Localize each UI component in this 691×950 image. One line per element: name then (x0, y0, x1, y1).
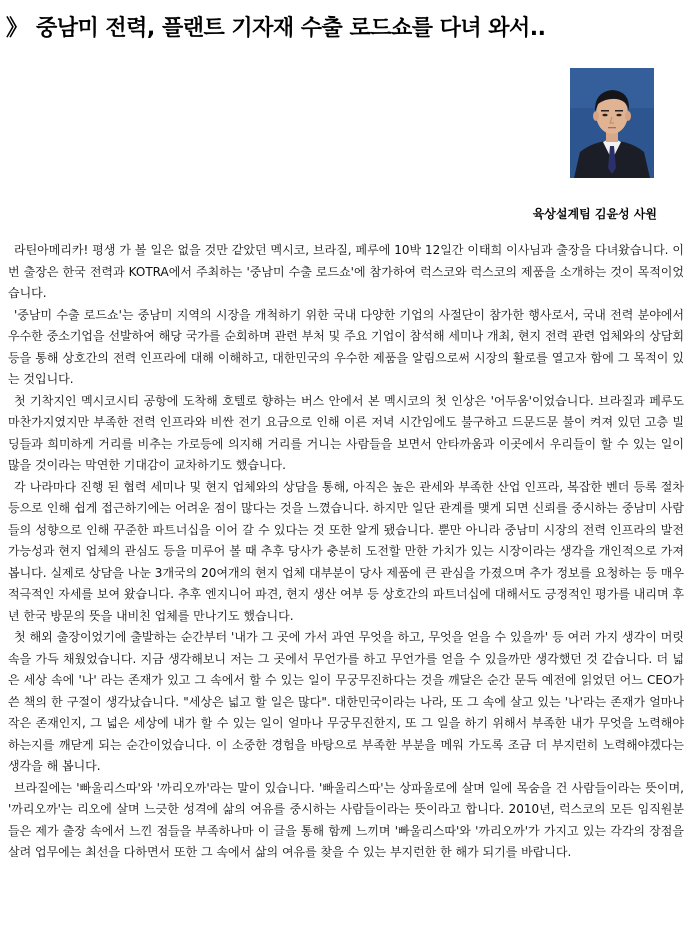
article-paragraph-5: 첫 해외 출장이었기에 출발하는 순간부터 '내가 그 곳에 가서 과연 무엇을 하고, 무엇을 얻을 수 있을까' 등 여러 가지 생각이 머릿속을 가득 채웠었습니다. 지금 생각해보니 저는 그 곳에서 무언가를 하고 무언가를 얻을 수 있을까만 생각했던 것 같습니다. 더 넓은 세상 속에 '나' 라는 존재가 있고 그 속에서 할 수 있는 일이 무궁무진하다는 것을 깨달은 순간 문득 예전에 읽었던 어느 CEO가 쓴 책의 한 구절이 생각났습니다. "세상은 넓고 할 일은 많다". 대한민국이라는 나라, 또 그 속에 살고 있는 '나'라는 존재가 얼마나 작은 존재인지, 그 넓은 세상에 내가 할 수 있는 일이 얼마나 무궁무진한지, 또 그 일을 하기 위해서 부족한 내가 무엇을 노력해야 하는지를 깨닫게 되는 순간이었습니다. 이 소중한 경험을 바탕으로 부족한 부분을 메워 가도록 조금 더 부지런히 노력해야겠다는 생각을 해 봅니다. (8, 630, 684, 773)
article-paragraph-1: 라틴아메리카! 평생 가 볼 일은 없을 것만 같았던 멕시코, 브라질, 페루에 10박 12일간 이태희 이사님과 출장을 다녀왔습니다. 이번 출장은 한국 전력과 KOTRA에서 주최하는 '중남미 수출 로드쇼'에 참가하여 럭스코와 럭스코의 제품을 소개하는 것이 목적이었습니다. (8, 243, 684, 300)
title-marker-icon: 》 (6, 15, 29, 41)
article-title: 중남미 전력, 플랜트 기자재 수출 로드쇼를 다녀 와서.. (36, 15, 546, 41)
article-paragraph-3: 첫 기착지인 멕시코시티 공항에 도착해 호텔로 향하는 버스 안에서 본 멕시코의 첫 인상은 '어두움'이었습니다. 브라질과 페루도 마찬가지였지만 부족한 전력 인프라와 비싼 전기 요금으로 인해 이른 저녁 시간임에도 불구하고 드문드문 불이 켜져 있던 고층 빌딩들과 희미하게 거리를 비추는 가로등에 의지해 거리를 거니는 사람들을 보면서 안타까움과 이곳에서 우리들이 할 수 있는 일이 많을 것이라는 막연한 기대감이 교차하기도 했습니다. (8, 393, 684, 472)
article-body (8, 240, 684, 864)
article-paragraph-2: '중남미 수출 로드쇼'는 중남미 지역의 시장을 개척하기 위한 국내 다양한 기업의 사절단이 참가한 행사로서, 국내 전력 분야에서 우수한 중소기업을 선발하여 해당 국가를 순회하며 관련 부처 및 주요 기업이 참석해 세미나 개최, 현지 전력 관련 업체와의 상담회 등을 통해 상호간의 전력 인프라에 대해 이해하고, 대한민국의 우수한 제품을 알림으로써 시장의 활로를 열고자 함에 그 목적이 있는 것입니다. (8, 307, 684, 386)
article-header (6, 6, 686, 46)
person-portrait-icon (570, 68, 654, 178)
author-byline: 육상설계팀 김윤성 사원 (532, 207, 657, 221)
article-paragraph-6: 브라질에는 '빠울리스따'와 '까리오까'라는 말이 있습니다. '빠울리스따'는 상파울로에 살며 일에 목숨을 건 사람들이라는 뜻이며, '까리오까'는 리오에 살며 느긋한 성격에 삶의 여유를 중시하는 사람들이라는 뜻이라고 합니다. 2010년, 럭스코의 모든 임직원분들은 제가 출장 속에서 느낀 점들을 부족하나마 이 글을 통해 함께 느끼며 '빠울리스따'와 '까리오까'가 가지고 있는 각각의 장점을 살려 업무에는 최선을 다하면서 또한 그 속에서 삶의 여유를 찾을 수 있는 부지런한 한 해가 되기를 바랍니다. (8, 780, 684, 859)
article-paragraph-4: 각 나라마다 진행 된 협력 세미나 및 현지 업체와의 상담을 통해, 아직은 높은 관세와 부족한 산업 인프라, 복잡한 벤더 등록 절차 등으로 인해 쉽게 접근하기에는 어려운 점이 많다는 것을 느꼈습니다. 하지만 일단 관계를 맺게 되면 신뢰를 중시하는 중남미 사람들의 성향으로 인해 꾸준한 파트너십을 이어 갈 수 있다는 것 또한 알게 됐습니다. 뿐만 아니라 중남미 시장의 전력 인프라의 발전 가능성과 현지 업체의 관심도 등을 미루어 볼 때 추후 당사가 충분히 도전할 만한 가치가 있는 시장이라는 생각을 개인적으로 가져 봅니다. 실제로 상담을 나눈 3개국의 20여개의 현지 업체 대부분이 당사 제품에 큰 관심을 가졌으며 추가 정보를 요청하는 등 매우 적극적인 자세를 보여 왔습니다. 추후 엔지니어 파견, 현지 생산 여부 등 상호간의 파트너십에 대해서도 긍정적인 평가를 내리며 후년 한국 방문의 뜻을 내비친 업체를 만나기도 했습니다. (8, 479, 684, 623)
author-photo (570, 68, 654, 178)
